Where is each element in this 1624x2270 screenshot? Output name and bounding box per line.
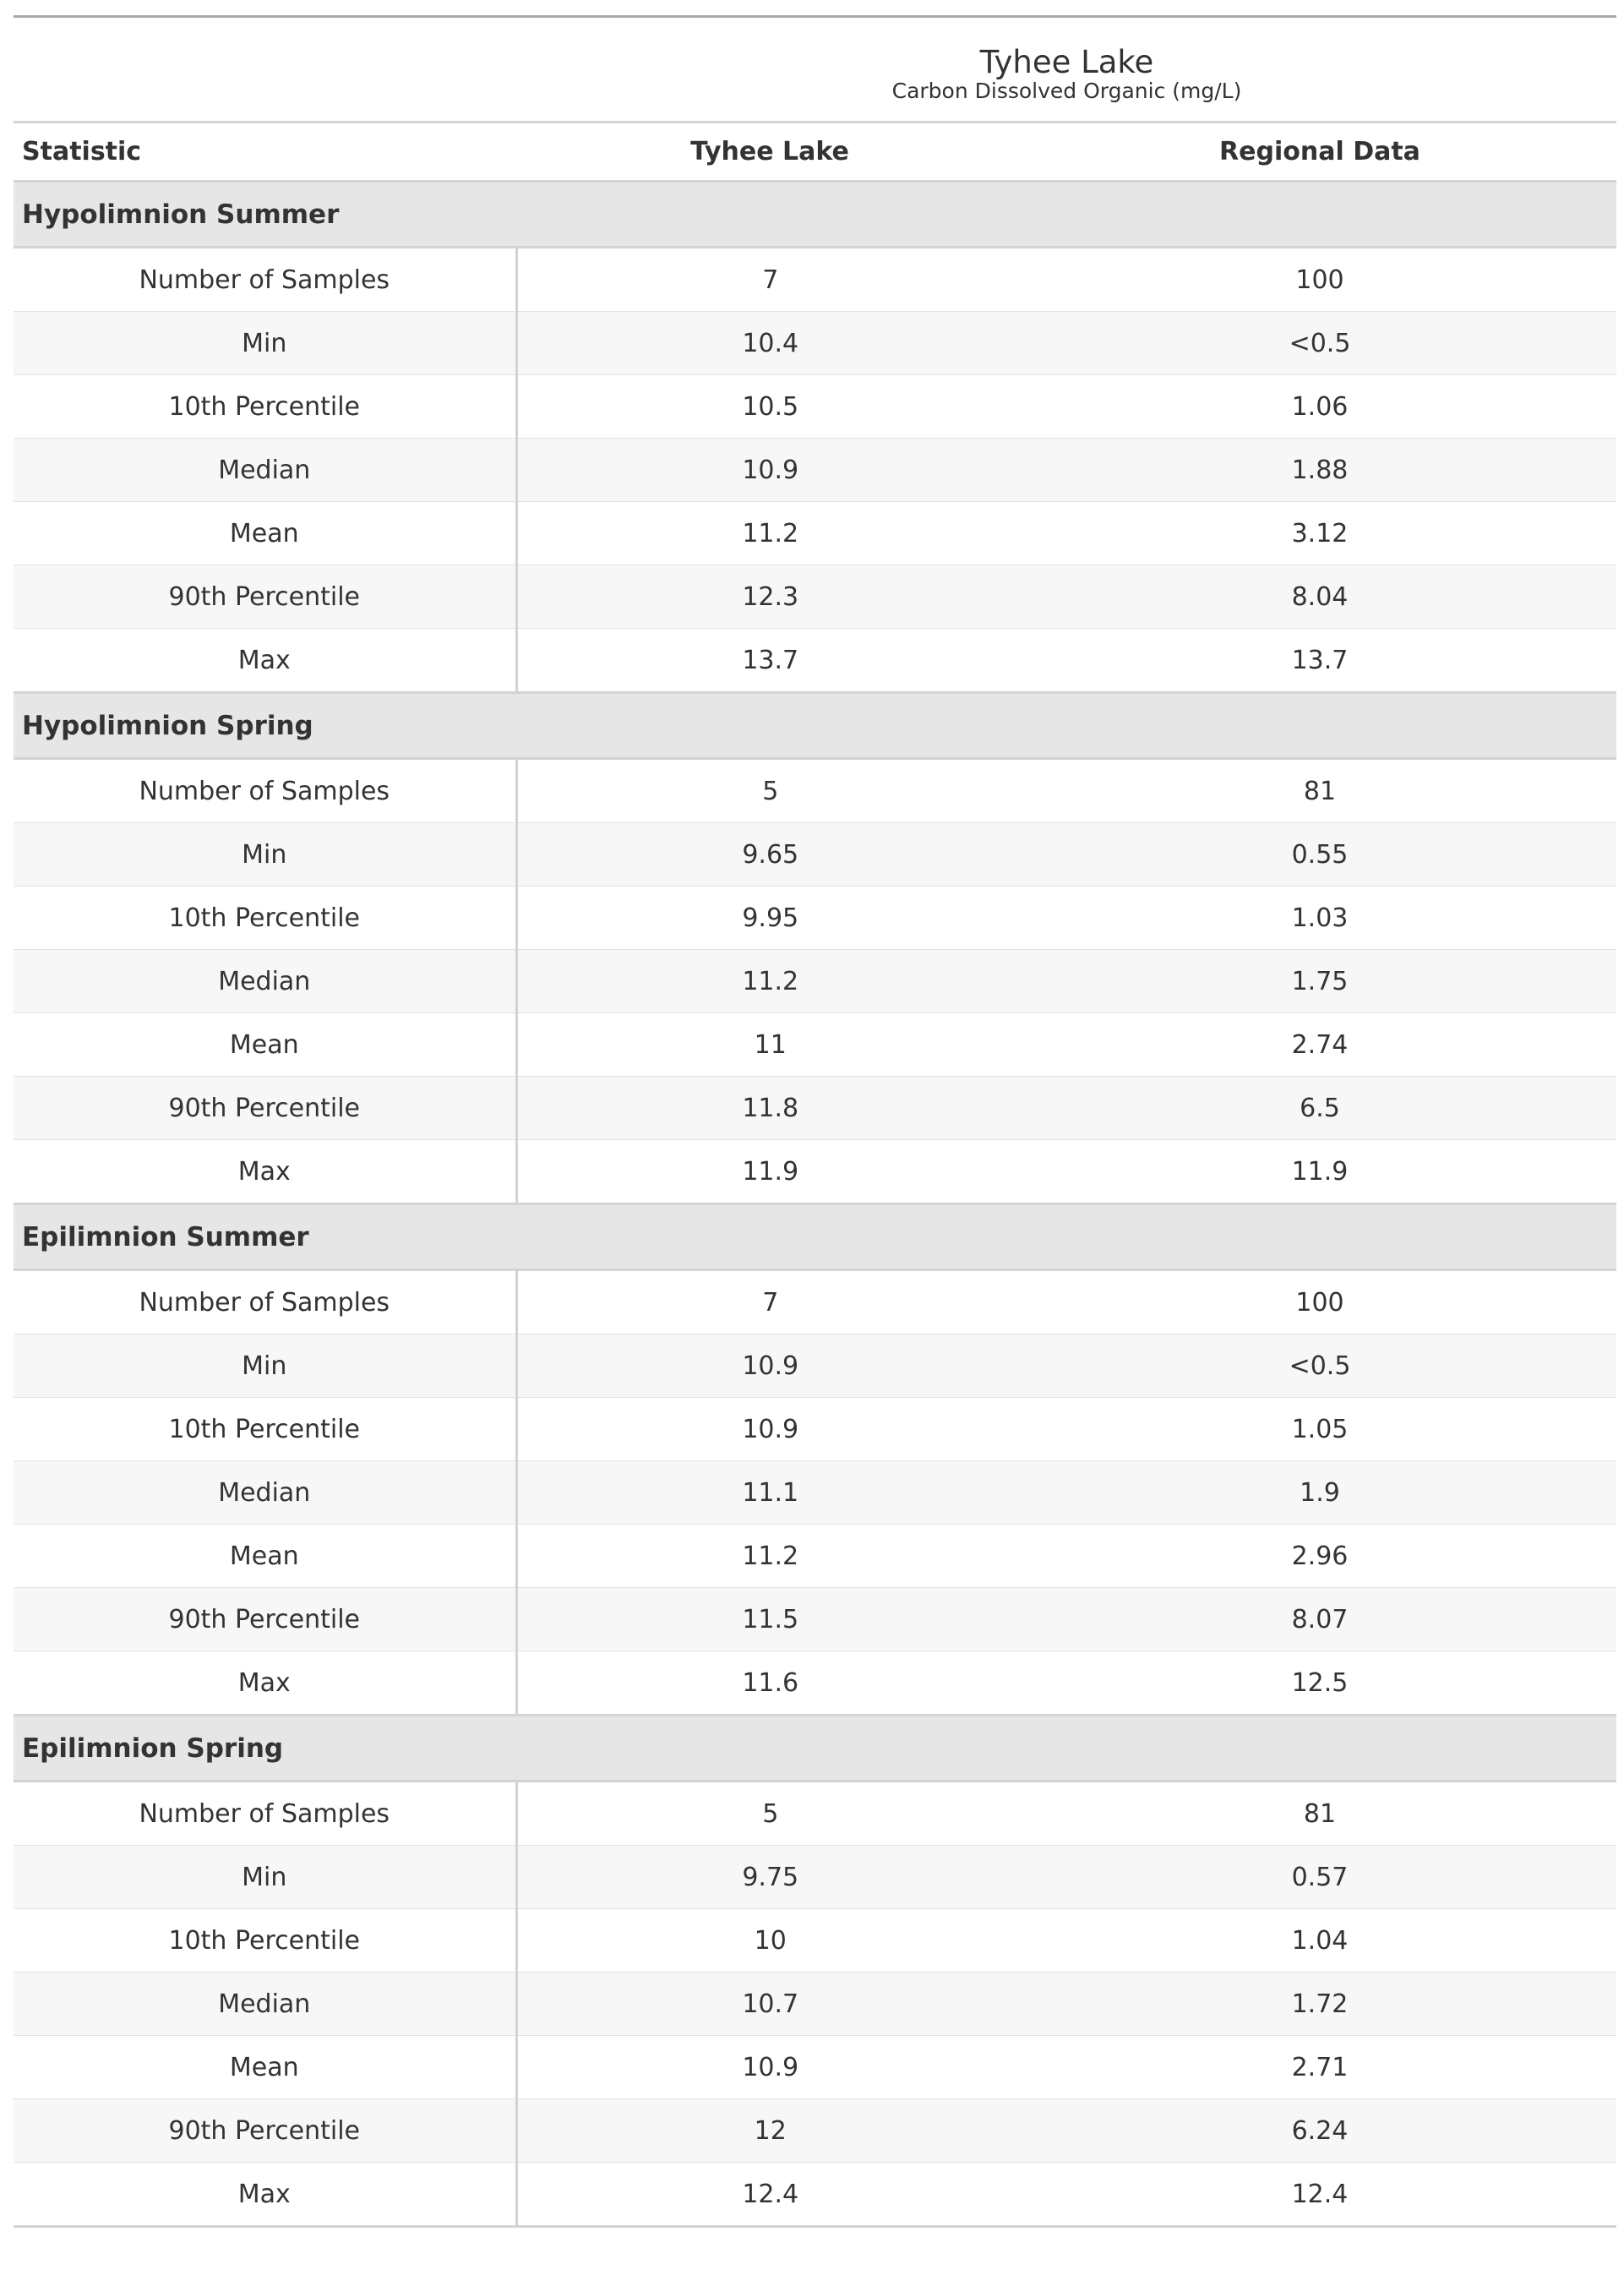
lake-value-cell: 12: [516, 2099, 1023, 2163]
regional-value-cell: 13.7: [1023, 629, 1616, 693]
lake-value-cell: 11: [516, 1013, 1023, 1077]
statistic-cell: Max: [14, 629, 516, 693]
table-row: [14, 1334, 1616, 1398]
regional-value-cell: 100: [1023, 248, 1616, 312]
lake-value-cell: 9.75: [516, 1846, 1023, 1909]
regional-value-cell: 1.04: [1023, 1909, 1616, 1973]
regional-value-cell: 6.5: [1023, 1077, 1616, 1140]
statistic-cell: Mean: [14, 1525, 516, 1588]
statistic-cell: Mean: [14, 502, 516, 565]
table-row: [14, 1588, 1616, 1651]
regional-value-cell: 1.88: [1023, 439, 1616, 502]
lake-value-cell: 5: [516, 1782, 1023, 1846]
table-row: [14, 248, 1616, 312]
lake-value-cell: 12.4: [516, 2163, 1023, 2227]
statistic-cell: 10th Percentile: [14, 1398, 516, 1461]
statistic-cell: Max: [14, 1651, 516, 1716]
statistic-cell: Mean: [14, 2036, 516, 2099]
table-row: [14, 629, 1616, 693]
regional-value-cell: 1.06: [1023, 375, 1616, 439]
table-title-cell: [14, 17, 1616, 78]
lake-value-cell: 11.8: [516, 1077, 1023, 1140]
lake-value-cell: 10.9: [516, 2036, 1023, 2099]
table-row: [14, 1782, 1616, 1846]
regional-value-cell: 8.07: [1023, 1588, 1616, 1651]
lake-value-cell: 10.9: [516, 1398, 1023, 1461]
lake-value-cell: 11.6: [516, 1651, 1023, 1716]
regional-value-cell: 8.04: [1023, 565, 1616, 629]
statistic-cell: Median: [14, 1461, 516, 1525]
table-row: [14, 1651, 1616, 1716]
group-label: Epilimnion Spring: [14, 1716, 1616, 1782]
lake-value-cell: 10: [516, 1909, 1023, 1973]
lake-value-cell: 11.2: [516, 950, 1023, 1013]
group-header-row: [14, 1716, 1616, 1782]
lake-value-cell: 10.7: [516, 1973, 1023, 2036]
statistic-cell: 90th Percentile: [14, 1588, 516, 1651]
statistic-cell: Mean: [14, 1013, 516, 1077]
regional-value-cell: 2.74: [1023, 1013, 1616, 1077]
group-label: Hypolimnion Spring: [14, 693, 1616, 759]
statistic-cell: 10th Percentile: [14, 887, 516, 950]
regional-value-cell: <0.5: [1023, 1334, 1616, 1398]
column-header-row: [14, 123, 1616, 182]
table-row: [14, 1270, 1616, 1334]
statistic-cell: 90th Percentile: [14, 565, 516, 629]
table-row: [14, 887, 1616, 950]
lake-value-cell: 10.5: [516, 375, 1023, 439]
table-row: [14, 2099, 1616, 2163]
statistic-cell: Min: [14, 1334, 516, 1398]
table-row: [14, 1077, 1616, 1140]
table-row: [14, 312, 1616, 375]
group-header-row: [14, 693, 1616, 759]
table-row: [14, 375, 1616, 439]
table-row: [14, 2163, 1616, 2227]
table-row: [14, 1909, 1616, 1973]
lake-value-cell: 11.5: [516, 1588, 1023, 1651]
regional-value-cell: 1.9: [1023, 1461, 1616, 1525]
table-subtitle: Carbon Dissolved Organic (mg/L): [891, 79, 1242, 103]
regional-value-cell: 2.71: [1023, 2036, 1616, 2099]
lake-value-cell: 5: [516, 759, 1023, 823]
table-row: [14, 439, 1616, 502]
lake-value-cell: 10.9: [516, 439, 1023, 502]
regional-value-cell: 1.75: [1023, 950, 1616, 1013]
statistic-cell: Min: [14, 823, 516, 887]
statistic-cell: 90th Percentile: [14, 1077, 516, 1140]
statistic-cell: 10th Percentile: [14, 1909, 516, 1973]
lake-value-cell: 10.4: [516, 312, 1023, 375]
table-row: [14, 1846, 1616, 1909]
statistic-cell: Median: [14, 950, 516, 1013]
lake-value-cell: 7: [516, 1270, 1023, 1334]
regional-value-cell: 1.72: [1023, 1973, 1616, 2036]
table-row: [14, 1013, 1616, 1077]
statistic-cell: Max: [14, 2163, 516, 2227]
table-row: [14, 823, 1616, 887]
column-header-statistic: Statistic: [14, 123, 516, 182]
regional-value-cell: 12.4: [1023, 2163, 1616, 2227]
lake-value-cell: 11.9: [516, 1140, 1023, 1204]
statistic-cell: Number of Samples: [14, 248, 516, 312]
statistic-cell: 90th Percentile: [14, 2099, 516, 2163]
statistic-cell: Max: [14, 1140, 516, 1204]
group-header-row: [14, 1204, 1616, 1270]
table-row: [14, 502, 1616, 565]
regional-value-cell: 11.9: [1023, 1140, 1616, 1204]
table-row: [14, 1525, 1616, 1588]
title-row: [14, 17, 1616, 78]
lake-value-cell: 12.3: [516, 565, 1023, 629]
subtitle-row: [14, 77, 1616, 123]
lake-value-cell: 11.2: [516, 1525, 1023, 1588]
table-row: [14, 1140, 1616, 1204]
table-row: [14, 759, 1616, 823]
statistic-cell: 10th Percentile: [14, 375, 516, 439]
statistic-cell: Median: [14, 439, 516, 502]
table-row: [14, 1461, 1616, 1525]
statistic-cell: Number of Samples: [14, 1270, 516, 1334]
table-row: [14, 565, 1616, 629]
group-label: Epilimnion Summer: [14, 1204, 1616, 1270]
lake-value-cell: 13.7: [516, 629, 1023, 693]
statistic-cell: Median: [14, 1973, 516, 2036]
lake-value-cell: 11.1: [516, 1461, 1023, 1525]
regional-value-cell: 1.03: [1023, 887, 1616, 950]
regional-value-cell: 81: [1023, 759, 1616, 823]
table-subtitle-cell: [14, 77, 1616, 123]
table-row: [14, 1973, 1616, 2036]
table-row: [14, 950, 1616, 1013]
regional-value-cell: 6.24: [1023, 2099, 1616, 2163]
regional-value-cell: 0.55: [1023, 823, 1616, 887]
statistics-table: [14, 15, 1616, 2228]
lake-value-cell: 9.65: [516, 823, 1023, 887]
lake-value-cell: 11.2: [516, 502, 1023, 565]
statistic-cell: Number of Samples: [14, 759, 516, 823]
table-row: [14, 1398, 1616, 1461]
statistic-cell: Min: [14, 312, 516, 375]
regional-value-cell: <0.5: [1023, 312, 1616, 375]
table-title: Tyhee Lake: [979, 44, 1154, 80]
regional-value-cell: 100: [1023, 1270, 1616, 1334]
column-header-lake: Tyhee Lake: [516, 123, 1023, 182]
group-label: Hypolimnion Summer: [14, 182, 1616, 248]
regional-value-cell: 81: [1023, 1782, 1616, 1846]
column-header-regional: Regional Data: [1023, 123, 1616, 182]
table-header: [14, 17, 1616, 182]
lake-value-cell: 9.95: [516, 887, 1023, 950]
table-body: [14, 182, 1616, 2227]
lake-value-cell: 10.9: [516, 1334, 1023, 1398]
regional-value-cell: 0.57: [1023, 1846, 1616, 1909]
regional-value-cell: 3.12: [1023, 502, 1616, 565]
group-header-row: [14, 182, 1616, 248]
table-row: [14, 2036, 1616, 2099]
regional-value-cell: 12.5: [1023, 1651, 1616, 1716]
regional-value-cell: 1.05: [1023, 1398, 1616, 1461]
lake-value-cell: 7: [516, 248, 1023, 312]
regional-value-cell: 2.96: [1023, 1525, 1616, 1588]
statistic-cell: Number of Samples: [14, 1782, 516, 1846]
statistic-cell: Min: [14, 1846, 516, 1909]
